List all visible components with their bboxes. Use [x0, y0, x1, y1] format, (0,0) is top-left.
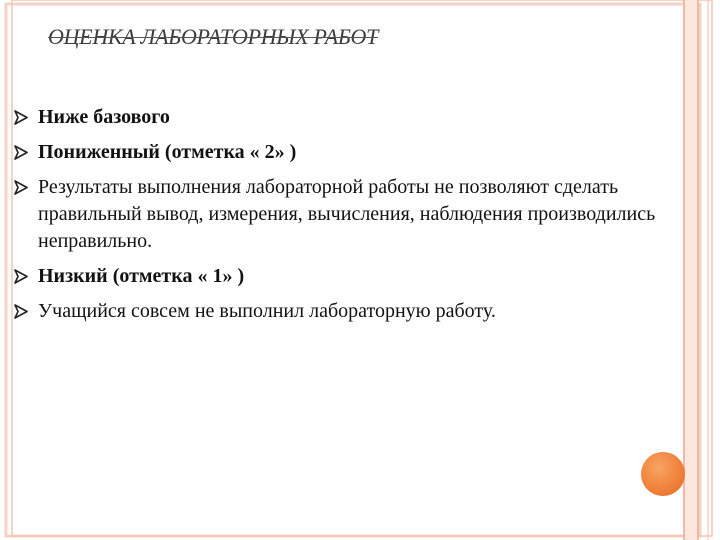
arrow-bullet-icon [14, 145, 28, 160]
bullet-text: Учащийся совсем не выполнил лабораторную работу. [38, 300, 496, 322]
bullet-text: Низкий (отметка « 1» ) [38, 265, 245, 287]
bullet-item [14, 139, 664, 166]
bullet-text: Ниже базового [38, 106, 170, 128]
bullet-text: Результаты выполнения лабораторной работы не позволяют сделать правильный вывод, измерения, вычисления, наблюдения производились неправильно. [38, 176, 656, 252]
bullet-item [14, 263, 664, 290]
arrow-bullet-icon [14, 304, 28, 319]
arrow-bullet-icon [14, 110, 28, 125]
bullet-item [14, 104, 664, 131]
slide-title: ОЦЕНКА ЛАБОРАТОРНЫХ РАБОТ [48, 24, 379, 49]
arrow-bullet-icon [14, 180, 28, 195]
bullet-item [14, 298, 664, 325]
bullet-text: Пониженный (отметка « 2» ) [38, 141, 297, 163]
bullet-list [14, 104, 664, 333]
orange-circle-decoration [641, 452, 685, 496]
arrow-bullet-icon [14, 269, 28, 284]
bullet-item [14, 174, 664, 255]
